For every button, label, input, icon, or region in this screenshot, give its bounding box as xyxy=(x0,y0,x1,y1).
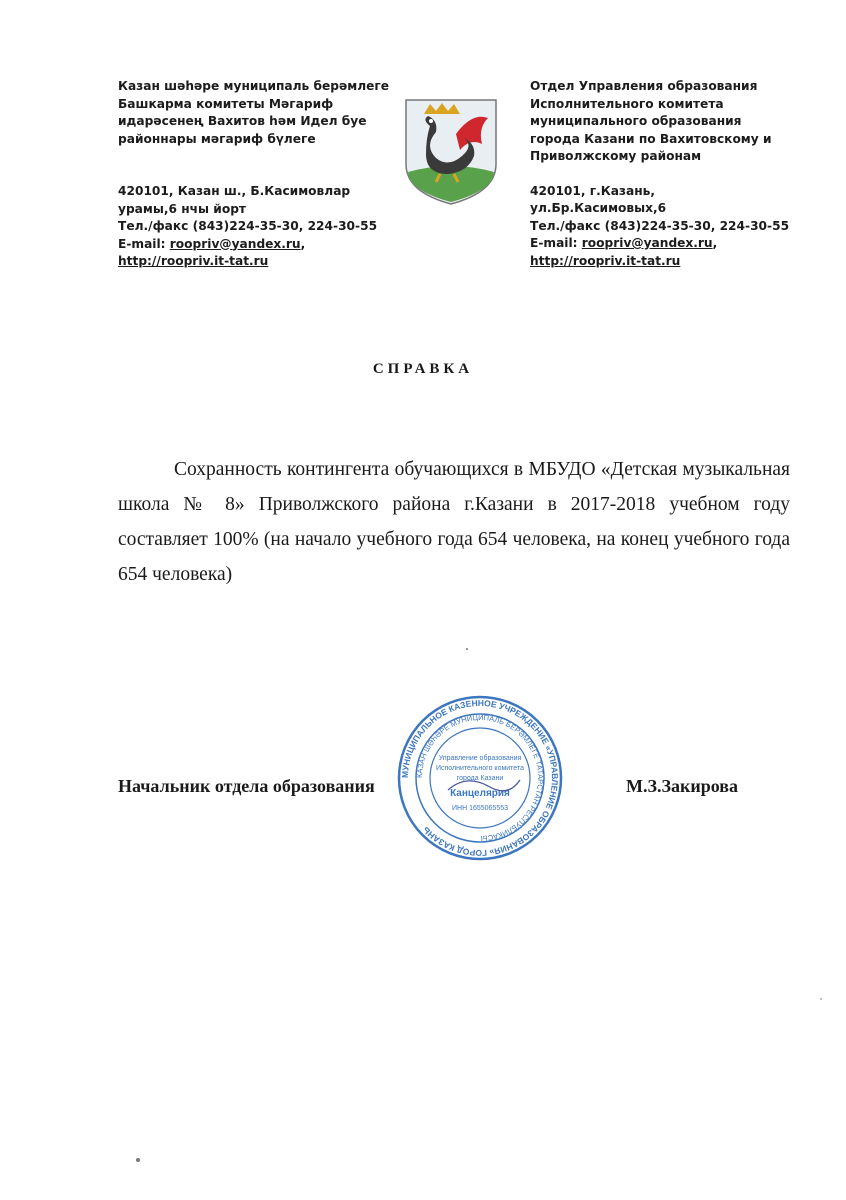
org-line: Башкарма комитеты Мәгариф xyxy=(118,96,334,111)
address-line: 420101, Казан ш., Б.Касимовлар xyxy=(118,184,351,198)
scan-speck xyxy=(820,998,822,1000)
email-line xyxy=(530,235,792,253)
org-line: муниципального образования xyxy=(530,114,742,128)
address-line: урамы,6 нчы йорт xyxy=(118,201,246,216)
email-suffix: , xyxy=(712,236,718,250)
org-line: Отдел Управления образования xyxy=(530,79,758,93)
org-line: города Казани по Вахитовскому и xyxy=(530,131,772,146)
header-right-org xyxy=(530,78,792,166)
stamp-center-line: города Казани xyxy=(456,775,504,782)
header-left xyxy=(118,78,390,271)
org-line: Исполнительного комитета xyxy=(530,96,724,111)
phone: Тел./факс (843)224-35-30, 224-30-55 xyxy=(118,219,378,233)
header-right-address xyxy=(530,183,792,271)
header-right xyxy=(530,78,792,270)
header-left-org xyxy=(118,78,390,148)
org-line: идарәсенең Вахитов һәм Идел буе xyxy=(118,114,367,128)
email-suffix: , xyxy=(300,236,306,251)
email-link[interactable]: roopriv@yandex.ru xyxy=(169,236,301,251)
website-link[interactable]: http://roopriv.it-tat.ru xyxy=(530,253,681,268)
address-line: 420101, г.Казань, ул.Бр.Касимовых,6 xyxy=(530,183,667,215)
official-stamp xyxy=(396,694,564,862)
scan-speck xyxy=(136,1158,140,1162)
signer-name: М.З.Закирова xyxy=(626,776,739,796)
stamp-outer-text: МУНИЦИПАЛЬНОЕ КАЗЕННОЕ УЧРЕЖДЕНИЕ «УПРАВЛЕНИЕ ОБРАЗОВАНИЯ» ГОРОД КАЗАНЬ xyxy=(399,697,561,859)
org-line: Приволжскому районам xyxy=(530,149,702,163)
email-label: E-mail: xyxy=(530,236,578,250)
stamp-center-label: Канцелярия xyxy=(450,788,510,799)
email-line xyxy=(118,236,390,254)
stamp-inn: ИНН 1655065553 xyxy=(451,805,509,812)
document-title: СПРАВКА xyxy=(372,361,474,377)
kazan-coat-of-arms-icon xyxy=(402,94,500,206)
scan-speck xyxy=(466,648,468,650)
stamp-center-line: Управление образования xyxy=(438,755,522,762)
header-left-address xyxy=(118,183,390,271)
stamp-inner-text: КАЗАН ШӘҺӘРЕ МУНИЦИПАЛЬ БЕРӘМЛЕГЕ ТАТАРСТАН РЕСПУБЛИКАСЫ xyxy=(414,712,546,844)
phone: Тел./факс (843)224-35-30, 224-30-55 xyxy=(530,218,790,233)
email-label: E-mail: xyxy=(118,236,166,251)
org-line: Казан шәһәре муниципаль берәмлеге xyxy=(118,79,390,93)
website-link[interactable]: http://roopriv.it-tat.ru xyxy=(118,254,269,268)
email-link[interactable]: roopriv@yandex.ru xyxy=(581,236,713,250)
stamp-center-line: Исполнительного комитета xyxy=(435,765,525,772)
document-body: Сохранность контингента обучающихся в МБУДО «Детская музыкальная школа № 8» Приволжского района г.Казани в 2017-2018 учебном году составляет 100% (на начало учебного года 654 человека, на конец учебного года 654 человека) xyxy=(118,459,790,585)
signer-position: Начальник отдела образования xyxy=(118,776,375,796)
org-line: районнары мәгариф бүлеге xyxy=(118,131,316,146)
